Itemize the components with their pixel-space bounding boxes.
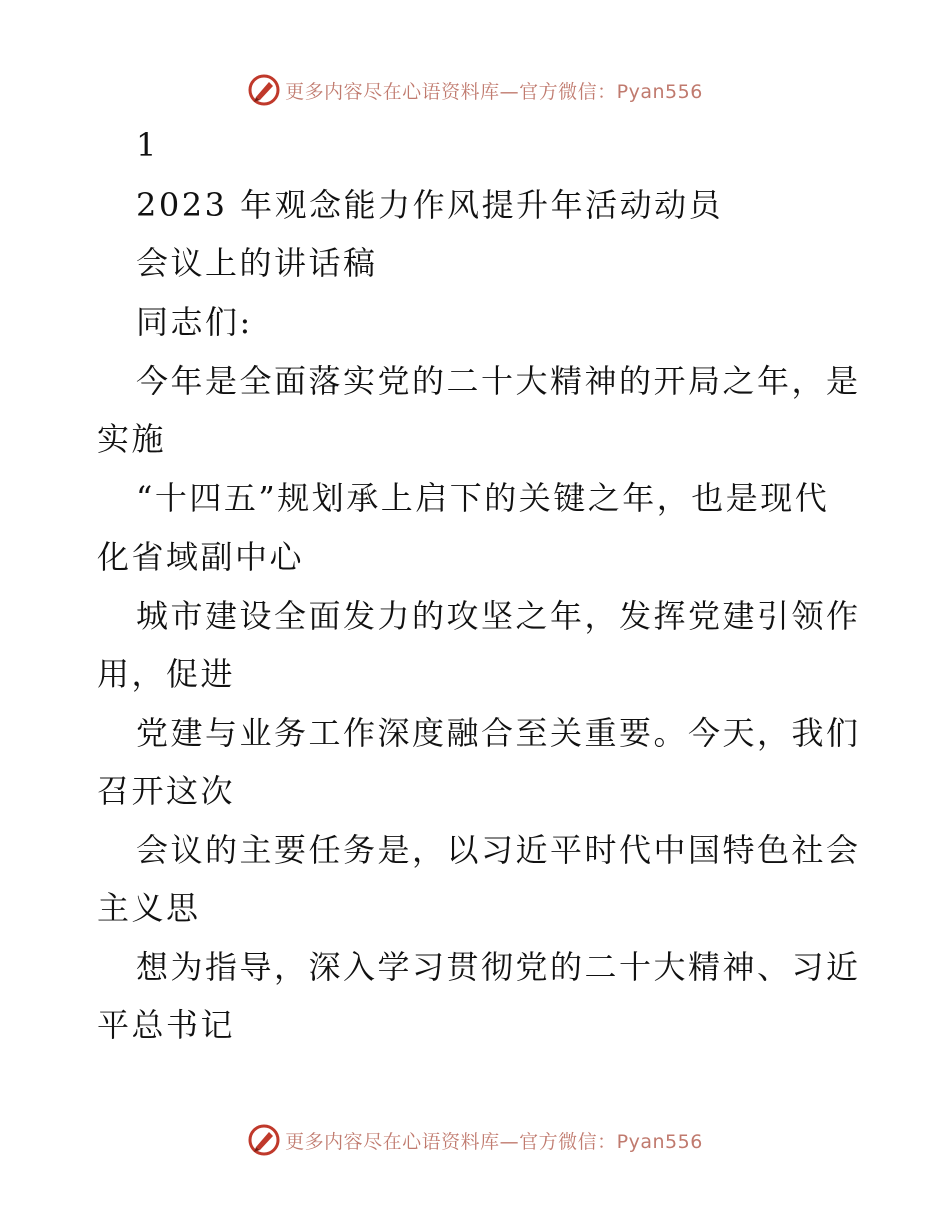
- document-title-line-2: 会议上的讲话稿: [136, 244, 378, 282]
- footer-watermark: [0, 1120, 950, 1160]
- header-watermark: [0, 70, 950, 110]
- body-line: 城市建设全面发力的攻坚之年，发挥党建引领作: [136, 597, 861, 635]
- body-line: 想为指导，深入学习贯彻党的二十大精神、习近: [136, 948, 861, 986]
- body-line: 化省域副中心: [97, 538, 305, 576]
- body-line: 会议的主要任务是，以习近平时代中国特色社会: [136, 831, 861, 869]
- body-line: 主义思: [97, 889, 201, 927]
- watermark-text: 更多内容尽在心语资料库—官方微信：Pyan556: [285, 80, 703, 103]
- greeting: 同志们:: [136, 303, 253, 341]
- page-number: 1: [136, 126, 159, 164]
- pen-logo-icon: [247, 1123, 281, 1157]
- document-title-line-1: 2023 年观念能力作风提升年活动动员: [136, 186, 724, 224]
- body-line: 实施: [97, 420, 167, 458]
- body-line: 今年是全面落实党的二十大精神的开局之年，是: [136, 362, 861, 400]
- body-line: 召开这次: [97, 772, 236, 810]
- body-line: 用，促进: [97, 655, 236, 693]
- body-line: 党建与业务工作深度融合至关重要。今天，我们: [136, 714, 861, 752]
- watermark-text: 更多内容尽在心语资料库—官方微信：Pyan556: [285, 1130, 703, 1153]
- body-line: “十四五”规划承上启下的关键之年，也是现代: [136, 479, 830, 517]
- pen-logo-icon: [247, 73, 281, 107]
- body-line: 平总书记: [97, 1006, 236, 1044]
